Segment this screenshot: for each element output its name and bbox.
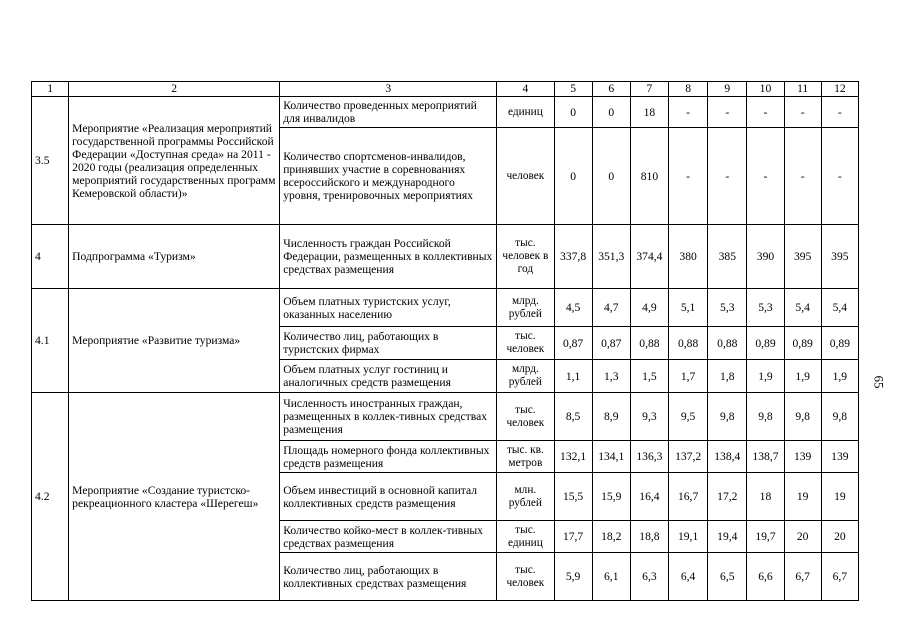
value-cell: 0 — [592, 128, 630, 225]
value-cell: 138,7 — [747, 441, 784, 473]
value-cell: 0,88 — [708, 327, 747, 360]
value-cell: 0,87 — [592, 327, 630, 360]
unit: тыс. единиц — [497, 521, 554, 553]
row-number: 4.1 — [32, 289, 69, 393]
value-cell: 8,5 — [554, 393, 592, 441]
value-cell: - — [708, 97, 747, 128]
value-cell: 17,2 — [708, 473, 747, 521]
value-cell: 18,2 — [592, 521, 630, 553]
value-cell: 4,5 — [554, 289, 592, 327]
unit: тыс. человек — [497, 327, 554, 360]
value-cell: 5,9 — [554, 553, 592, 601]
indicator-name: Численность граждан Российской Федерации, размещенных в коллективных средствах размещения — [280, 225, 497, 289]
unit: тыс. кв. метров — [497, 441, 554, 473]
row-number: 3.5 — [32, 97, 69, 225]
header-row — [32, 82, 859, 97]
indicator-name: Количество спортсменов-инвалидов, принявших участие в соревнованиях всероссийского и международного уровня, тренировочных мероприятиях — [280, 128, 497, 225]
value-cell: 1,5 — [630, 360, 668, 393]
value-cell: 337,8 — [554, 225, 592, 289]
activity-name: Мероприятие «Развитие туризма» — [69, 289, 280, 393]
indicator-name: Количество проведенных мероприятий для инвалидов — [280, 97, 497, 128]
value-cell: - — [669, 97, 708, 128]
value-cell: 20 — [821, 521, 858, 553]
column-header: 11 — [784, 82, 821, 97]
value-cell: - — [821, 128, 858, 225]
value-cell: 0,89 — [821, 327, 858, 360]
value-cell: 0,88 — [669, 327, 708, 360]
value-cell: - — [784, 97, 821, 128]
value-cell: 0,88 — [630, 327, 668, 360]
activity-name: Подпрограмма «Туризм» — [69, 225, 280, 289]
value-cell: 0,89 — [747, 327, 784, 360]
value-cell: 385 — [708, 225, 747, 289]
value-cell: 9,5 — [669, 393, 708, 441]
row-number: 4.2 — [32, 393, 69, 601]
unit: тыс. человек в год — [497, 225, 554, 289]
value-cell: 19,7 — [747, 521, 784, 553]
value-cell: 374,4 — [630, 225, 668, 289]
page-number: 65 — [871, 375, 887, 389]
activity-name: Мероприятие «Создание туристско-рекреационного кластера «Шерегеш» — [69, 393, 280, 601]
value-cell: 19,4 — [708, 521, 747, 553]
unit: тыс. человек — [497, 393, 554, 441]
value-cell: 6,5 — [708, 553, 747, 601]
value-cell: 5,4 — [821, 289, 858, 327]
value-cell: 390 — [747, 225, 784, 289]
column-header: 3 — [280, 82, 497, 97]
value-cell: 19,1 — [669, 521, 708, 553]
table-row — [32, 393, 859, 441]
value-cell: 6,1 — [592, 553, 630, 601]
value-cell: 0 — [592, 97, 630, 128]
value-cell: 0 — [554, 97, 592, 128]
indicator-name: Количество койко-мест в коллек-тивных средствах размещения — [280, 521, 497, 553]
value-cell: 395 — [821, 225, 858, 289]
unit: млн. рублей — [497, 473, 554, 521]
value-cell: 139 — [821, 441, 858, 473]
value-cell: - — [669, 128, 708, 225]
unit: тыс. человек — [497, 553, 554, 601]
value-cell: 16,4 — [630, 473, 668, 521]
value-cell: 9,3 — [630, 393, 668, 441]
value-cell: 5,1 — [669, 289, 708, 327]
column-header: 10 — [747, 82, 784, 97]
value-cell: - — [747, 97, 784, 128]
value-cell: 6,4 — [669, 553, 708, 601]
table-row — [32, 97, 859, 128]
value-cell: 9,8 — [747, 393, 784, 441]
value-cell: 16,7 — [669, 473, 708, 521]
value-cell: 18,8 — [630, 521, 668, 553]
value-cell: 137,2 — [669, 441, 708, 473]
value-cell: 4,7 — [592, 289, 630, 327]
value-cell: 4,9 — [630, 289, 668, 327]
value-cell: 20 — [784, 521, 821, 553]
indicator-name: Количество лиц, работающих в туристских фирмах — [280, 327, 497, 360]
value-cell: 1,9 — [747, 360, 784, 393]
value-cell: 132,1 — [554, 441, 592, 473]
value-cell: 1,1 — [554, 360, 592, 393]
value-cell: 15,5 — [554, 473, 592, 521]
value-cell: 1,8 — [708, 360, 747, 393]
unit: млрд. рублей — [497, 289, 554, 327]
value-cell: 18 — [630, 97, 668, 128]
value-cell: 138,4 — [708, 441, 747, 473]
value-cell: 6,7 — [784, 553, 821, 601]
column-header: 8 — [669, 82, 708, 97]
row-number: 4 — [32, 225, 69, 289]
indicator-name: Площадь номерного фонда коллективных средств размещения — [280, 441, 497, 473]
column-header: 1 — [32, 82, 69, 97]
value-cell: 15,9 — [592, 473, 630, 521]
value-cell: 0,87 — [554, 327, 592, 360]
value-cell: 1,7 — [669, 360, 708, 393]
indicator-name: Количество лиц, работающих в коллективных средствах размещения — [280, 553, 497, 601]
column-header: 7 — [630, 82, 668, 97]
value-cell: 8,9 — [592, 393, 630, 441]
indicators-table — [31, 81, 859, 601]
value-cell: 19 — [784, 473, 821, 521]
value-cell: 18 — [747, 473, 784, 521]
unit: млрд. рублей — [497, 360, 554, 393]
value-cell: 380 — [669, 225, 708, 289]
value-cell: 395 — [784, 225, 821, 289]
column-header: 12 — [821, 82, 858, 97]
value-cell: 0 — [554, 128, 592, 225]
column-header: 2 — [69, 82, 280, 97]
value-cell: 134,1 — [592, 441, 630, 473]
value-cell: 1,3 — [592, 360, 630, 393]
value-cell: 9,8 — [708, 393, 747, 441]
indicator-name: Объем инвестиций в основной капитал коллективных средств размещения — [280, 473, 497, 521]
activity-name: Мероприятие «Реализация мероприятий государственной программы Российской Федерации «Доступная среда» на 2011 - 2020 годы (реализация определенных мероприятий государственных программ Кемеровской области)» — [69, 97, 280, 225]
value-cell: - — [747, 128, 784, 225]
table-row — [32, 225, 859, 289]
value-cell: 5,4 — [784, 289, 821, 327]
value-cell: 6,7 — [821, 553, 858, 601]
value-cell: - — [821, 97, 858, 128]
table-row — [32, 289, 859, 327]
value-cell: 139 — [784, 441, 821, 473]
value-cell: 6,6 — [747, 553, 784, 601]
value-cell: - — [708, 128, 747, 225]
value-cell: 5,3 — [747, 289, 784, 327]
column-header: 5 — [554, 82, 592, 97]
indicator-name: Объем платных услуг гостиниц и аналогичных средств размещения — [280, 360, 497, 393]
value-cell: 17,7 — [554, 521, 592, 553]
value-cell: 351,3 — [592, 225, 630, 289]
column-header: 9 — [708, 82, 747, 97]
column-header: 4 — [497, 82, 554, 97]
value-cell: 19 — [821, 473, 858, 521]
value-cell: 810 — [630, 128, 668, 225]
indicator-name: Объем платных туристских услуг, оказанных населению — [280, 289, 497, 327]
value-cell: 6,3 — [630, 553, 668, 601]
unit: человек — [497, 128, 554, 225]
value-cell: 9,8 — [821, 393, 858, 441]
indicator-name: Численность иностранных граждан, размещенных в коллек-тивных средствах размещения — [280, 393, 497, 441]
value-cell: 1,9 — [784, 360, 821, 393]
value-cell: 136,3 — [630, 441, 668, 473]
value-cell: 5,3 — [708, 289, 747, 327]
value-cell: 1,9 — [821, 360, 858, 393]
unit: единиц — [497, 97, 554, 128]
value-cell: - — [784, 128, 821, 225]
value-cell: 0,89 — [784, 327, 821, 360]
column-header: 6 — [592, 82, 630, 97]
value-cell: 9,8 — [784, 393, 821, 441]
